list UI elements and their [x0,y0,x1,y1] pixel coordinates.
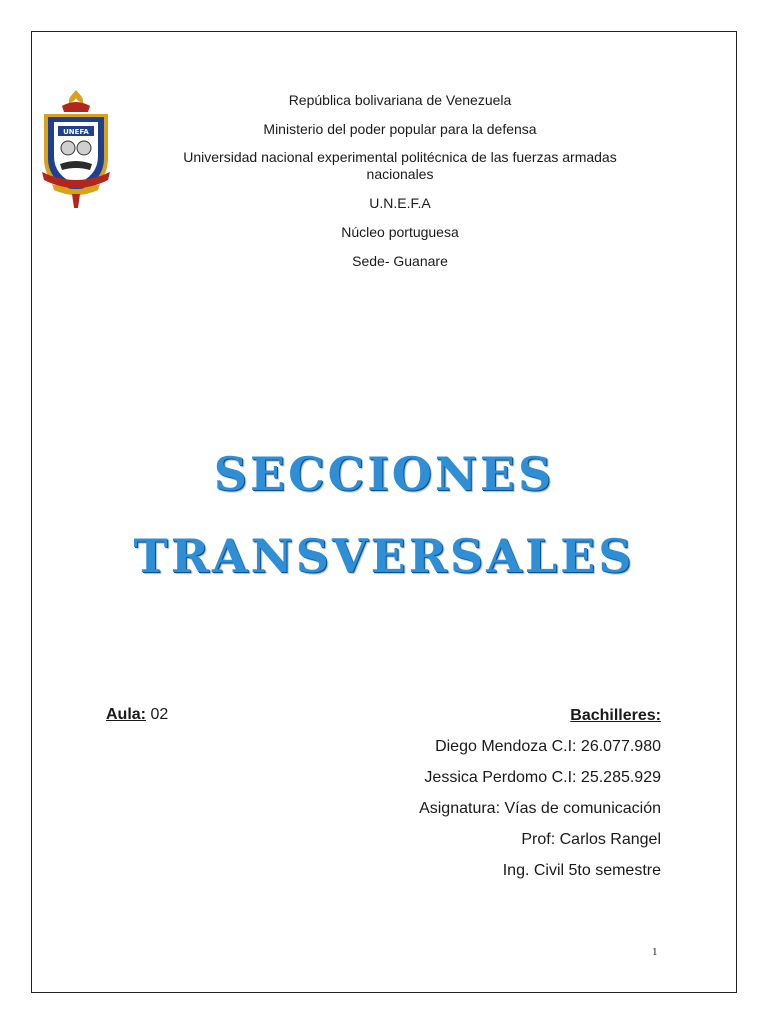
students-block [419,706,661,892]
header-line-acronym: U.N.E.F.A [369,195,431,211]
document-title-line-2: TRANSVERSALES [133,529,635,583]
aula-field [106,706,168,724]
professor-row: Prof: Carlos Rangel [521,831,661,848]
subject-row: Asignatura: Vías de comunicación [419,800,661,817]
aula-value: 02 [146,706,169,723]
header-line-ministry: Ministerio del poder popular para la defensa [263,121,537,137]
svg-text:UNEFA: UNEFA [63,128,89,136]
page-number: 1 [652,946,658,958]
unefa-crest-logo [38,88,114,210]
career-row: Ing. Civil 5to semestre [502,862,661,879]
header-line-university-cont: nacionales [366,166,434,182]
header-line-republic: República bolivariana de Venezuela [288,92,512,108]
student-row: Jessica Perdomo C.I: 25.285.929 [424,769,661,786]
document-title-line-1: SECCIONES [213,447,555,501]
header-line-university: Universidad nacional experimental politécnica de las fuerzas armadas [183,149,617,165]
header-line-campus: Sede- Guanare [352,253,448,269]
institution-header [150,92,650,270]
header-line-nucleus: Núcleo portuguesa [341,224,459,240]
bachilleres-label: Bachilleres: [570,707,661,724]
aula-label: Aula: [106,706,146,723]
student-row: Diego Mendoza C.I: 26.077.980 [435,738,661,755]
